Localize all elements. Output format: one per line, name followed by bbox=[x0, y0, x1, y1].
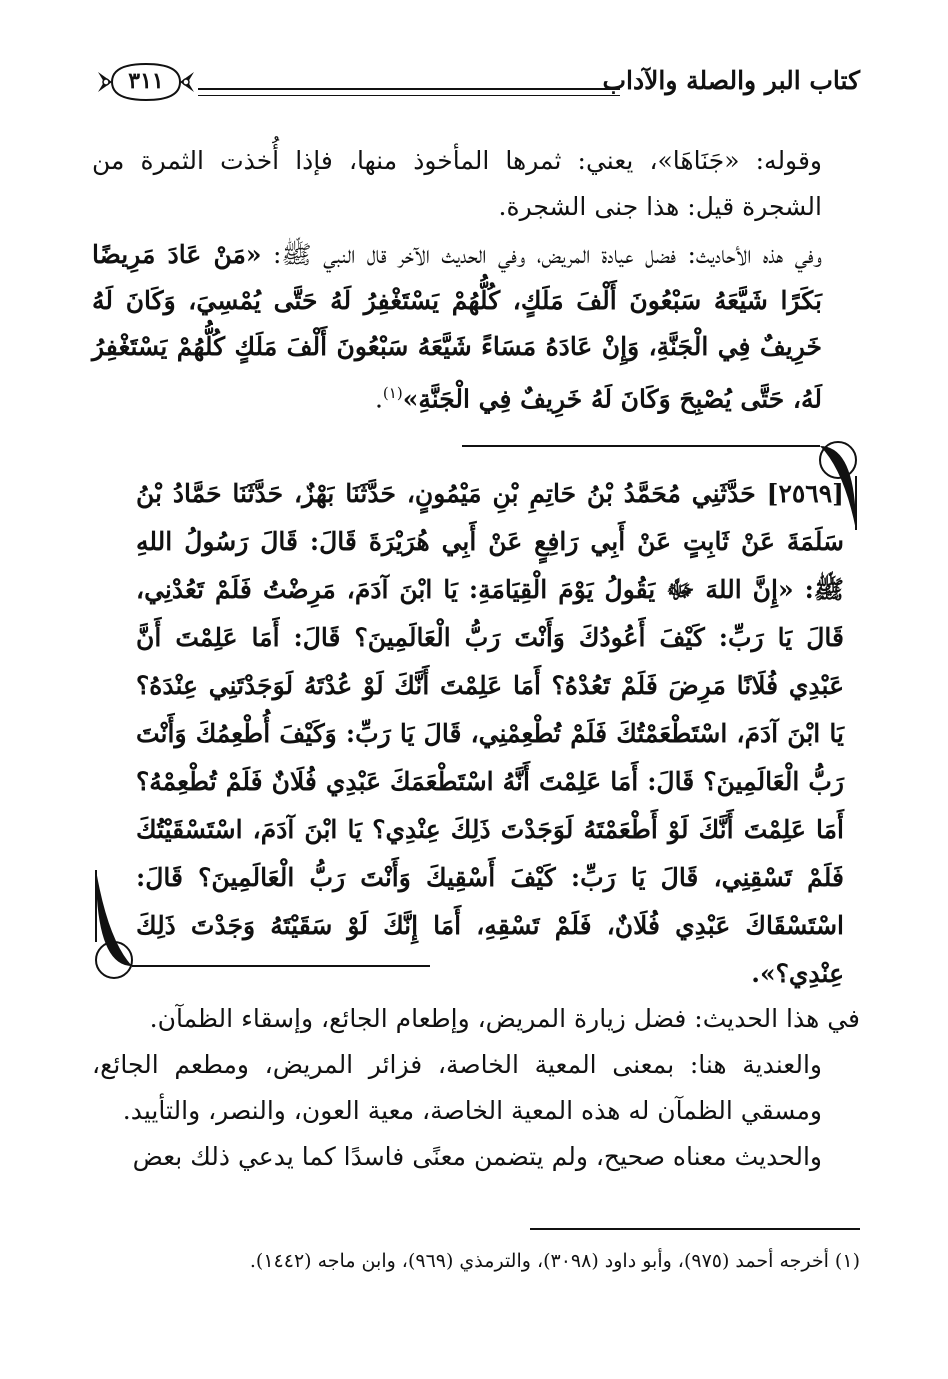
page-number-ornament bbox=[92, 60, 200, 104]
paragraph-benefit: في هذا الحديث: فضل زيارة المريض، وإطعام الجائع، وإسقاء الظمآن. bbox=[149, 1004, 860, 1033]
page-number: ٣١١ bbox=[128, 68, 164, 94]
header-rule bbox=[198, 88, 620, 96]
sentence-end: . bbox=[374, 384, 383, 414]
footnote-1: (١) أخرجه أحمد (٩٧٥)، وأبو داود (٣٠٩٨)، والترمذي (٩٦٩)، وابن ماجه (١٤٤٢). bbox=[249, 1250, 860, 1272]
paragraph-hadith-visiting bbox=[92, 232, 860, 422]
inline-hadith: «مَنْ عَادَ مَرِيضًا بَكَرًا شَيَّعَهُ سَبْعُونَ أَلْفَ مَلَكٍ، كُلُّهُمْ يَسْتَغْفِرُ لَهُ حَتَّى يُمْسِيَ، وَكَانَ لَهُ خَرِيفٌ فِي الْجَنَّةِ، وَإِنْ عَادَهُ مَسَاءً شَيَّعَهُ سَبْعُونَ أَلْفَ مَلَكٍ كُلُّهُمْ يَسْتَغْفِرُ لَهُ، حَتَّى يُصْبِحَ وَكَانَ لَهُ خَرِيفٌ فِي الْجَنَّةِ» bbox=[92, 240, 822, 414]
paragraph-indiyya: والعندية هنا: بمعنى المعية الخاصة، فزائر المريض، ومطعم الجائع، ومسقي الظمآن له هذه المعية الخاصة، معية العون، والنصر، والتأييد. bbox=[92, 1050, 822, 1125]
running-title: كتاب البر والصلة والآداب bbox=[602, 66, 860, 95]
page-header bbox=[92, 60, 860, 104]
paragraph-intro: وفي هذه الأحاديث: فضل عيادة المريض، وفي الحديث الآخر قال النبي ﷺ: bbox=[261, 240, 823, 269]
paragraph-definition: وقوله: «جَنَاهَا»، يعني: ثمرها المأخوذ منها، فإذا أُخذت الثمرة من الشجرة قيل: هذا جنى الشجرة. bbox=[92, 146, 822, 221]
hadith-2569: [٢٥٦٩] حَدَّثَنِي مُحَمَّدُ بْنُ حَاتِمِ بْنِ مَيْمُونٍ، حَدَّثَنَا بَهْزٌ، حَدَّثَنَا حَمَّادُ بْنُ سَلَمَةَ عَنْ ثَابِتٍ عَنْ أَبِي رَافِعٍ عَنْ أَبِي هُرَيْرَةَ قَالَ: قَالَ رَسُولُ اللهِ ﷺ: «إِنَّ اللهَ ﷻ يَقُولُ يَوْمَ الْقِيَامَةِ: يَا ابْنَ آدَمَ، مَرِضْتُ فَلَمْ تَعُدْنِي، قَالَ يَا رَبِّ: كَيْفَ أَعُودُكَ وَأَنْتَ رَبُّ الْعَالَمِينَ؟ قَالَ: أَمَا عَلِمْتَ أَنَّ عَبْدِي فُلَانًا مَرِضَ فَلَمْ تَعُدْهُ؟ أَمَا عَلِمْتَ أَنَّكَ لَوْ عُدْتَهُ لَوَجَدْتَنِي عِنْدَهُ؟ يَا ابْنَ آدَمَ، اسْتَطْعَمْتُكَ فَلَمْ تُطْعِمْنِي، قَالَ يَا رَبِّ: وَكَيْفَ أُطْعِمُكَ وَأَنْتَ رَبُّ الْعَالَمِينَ؟ قَالَ: أَمَا عَلِمْتَ أَنَّهُ اسْتَطْعَمَكَ عَبْدِي فُلَانٌ فَلَمْ تُطْعِمْهُ؟ أَمَا عَلِمْتَ أَنَّكَ لَوْ أَطْعَمْتَهُ لَوَجَدْتَ ذَلِكَ عِنْدِي؟ يَا ابْنَ آدَمَ، اسْتَسْقَيْتُكَ فَلَمْ تَسْقِنِي، قَالَ يَا رَبِّ: كَيْفَ أَسْقِيكَ وَأَنْتَ رَبُّ الْعَالَمِينَ؟ قَالَ: اسْتَسْقَاكَ عَبْدِي فُلَانٌ، فَلَمْ تَسْقِهِ، أَمَا إِنَّكَ لَوْ سَقَيْتَهُ وَجَدْتَ ذَلِكَ عِنْدِي؟». bbox=[136, 479, 845, 988]
footnote-separator bbox=[530, 1228, 860, 1230]
paragraph-meaning: والحديث معناه صحيح، ولم يتضمن معنًى فاسدًا كما يدعي ذلك بعض bbox=[132, 1142, 822, 1171]
footnote-marker[interactable]: (١) bbox=[382, 384, 403, 402]
